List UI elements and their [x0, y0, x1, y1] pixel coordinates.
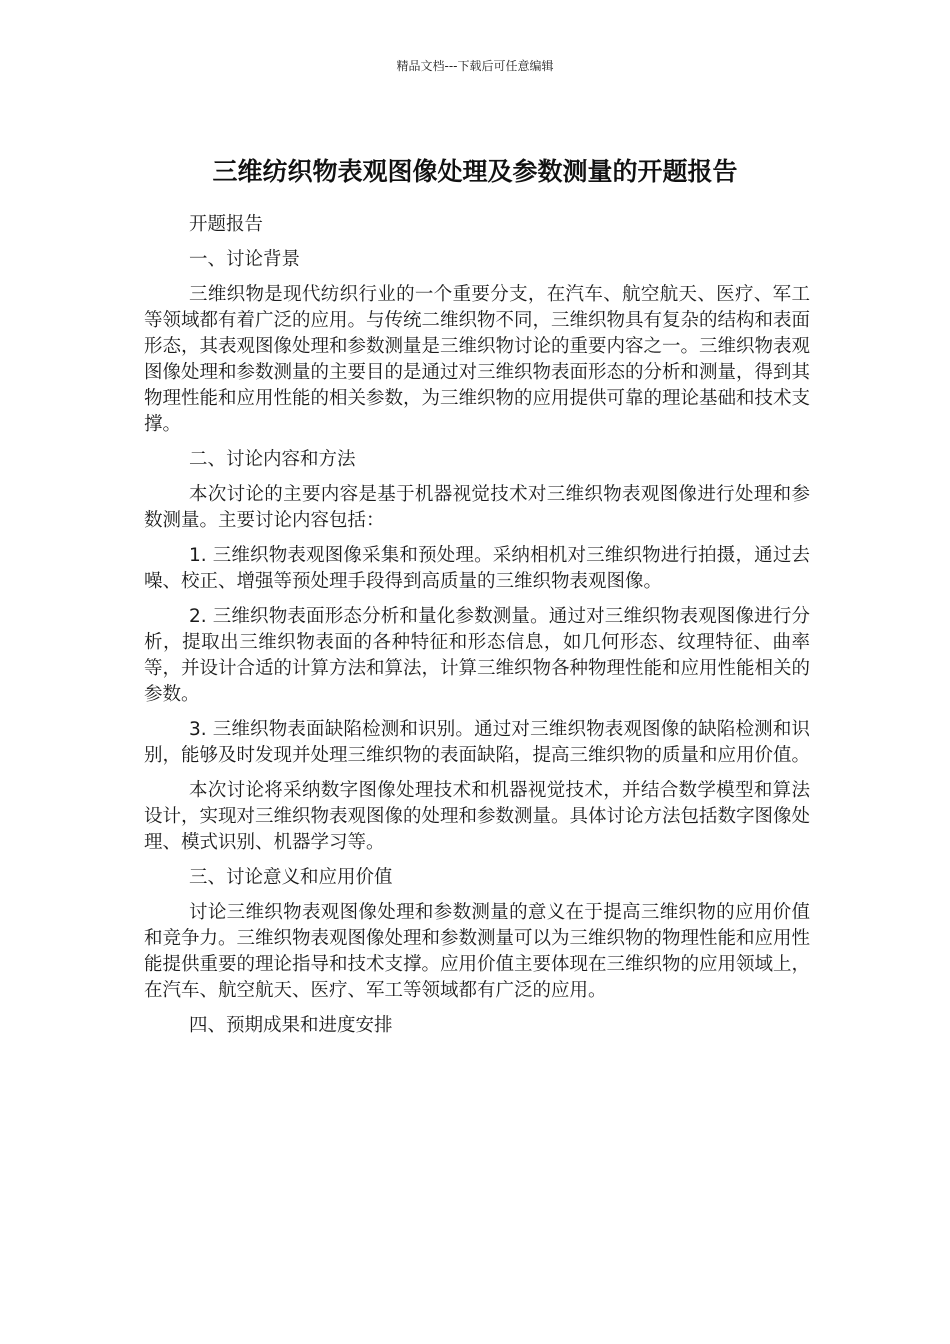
- content-item-3: 3. 三维织物表面缺陷检测和识别。通过对三维织物表观图像的缺陷检测和识别，能够及时发现并处理三维织物的表面缺陷，提高三维织物的质量和应用价值。: [144, 719, 811, 766]
- document-body: [144, 212, 810, 1048]
- background-paragraph: 三维织物是现代纺织行业的一个重要分支，在汽车、航空航天、医疗、军工等领域都有着广泛的应用。与传统二维织物不同，三维织物具有复杂的结构和表面形态，其表观图像处理和参数测量是三维织物讨论的重要内容之一。三维织物表观图像处理和参数测量的主要目的是通过对三维织物表面形态的分析和测量，得到其物理性能和应用性能的相关参数，为三维织物的应用提供可靠的理论基础和技术支撑。: [144, 284, 811, 435]
- section-heading-content-methods: 二、讨论内容和方法: [189, 449, 356, 470]
- section-heading-significance: 三、讨论意义和应用价值: [189, 867, 393, 888]
- header-note: 精品文档---下载后可任意编辑: [396, 59, 554, 73]
- methods-paragraph: 本次讨论将采纳数字图像处理技术和机器视觉技术，并结合数学模型和算法设计，实现对三维织物表观图像的处理和参数测量。具体讨论方法包括数字图像处理、模式识别、机器学习等。: [144, 780, 811, 853]
- section-heading-background: 一、讨论背景: [189, 249, 301, 270]
- document-title: 三维纺织物表观图像处理及参数测量的开题报告: [212, 156, 738, 186]
- content-intro-paragraph: 本次讨论的主要内容是基于机器视觉技术对三维织物表观图像进行处理和参数测量。主要讨论内容包括：: [144, 484, 810, 531]
- significance-paragraph: 讨论三维织物表观图像处理和参数测量的意义在于提高三维织物的应用价值和竞争力。三维织物表观图像处理和参数测量可以为三维织物的物理性能和应用性能提供重要的理论指导和技术支撑。应用价值主要体现在三维织物的应用领域上，在汽车、航空航天、医疗、军工等领域都有广泛的应用。: [144, 902, 811, 1001]
- subtitle-paragraph: 开题报告: [189, 214, 264, 235]
- section-heading-expected-results: 四、预期成果和进度安排: [189, 1015, 393, 1036]
- content-item-1: 1. 三维织物表观图像采集和预处理。采纳相机对三维织物进行拍摄，通过去噪、校正、增强等预处理手段得到高质量的三维织物表观图像。: [144, 545, 810, 592]
- content-item-2: 2. 三维织物表面形态分析和量化参数测量。通过对三维织物表观图像进行分析，提取出三维织物表面的各种特征和形态信息，如几何形态、纹理特征、曲率等，并设计合适的计算方法和算法，计算三维织物各种物理性能和应用性能相关的参数。: [144, 606, 811, 705]
